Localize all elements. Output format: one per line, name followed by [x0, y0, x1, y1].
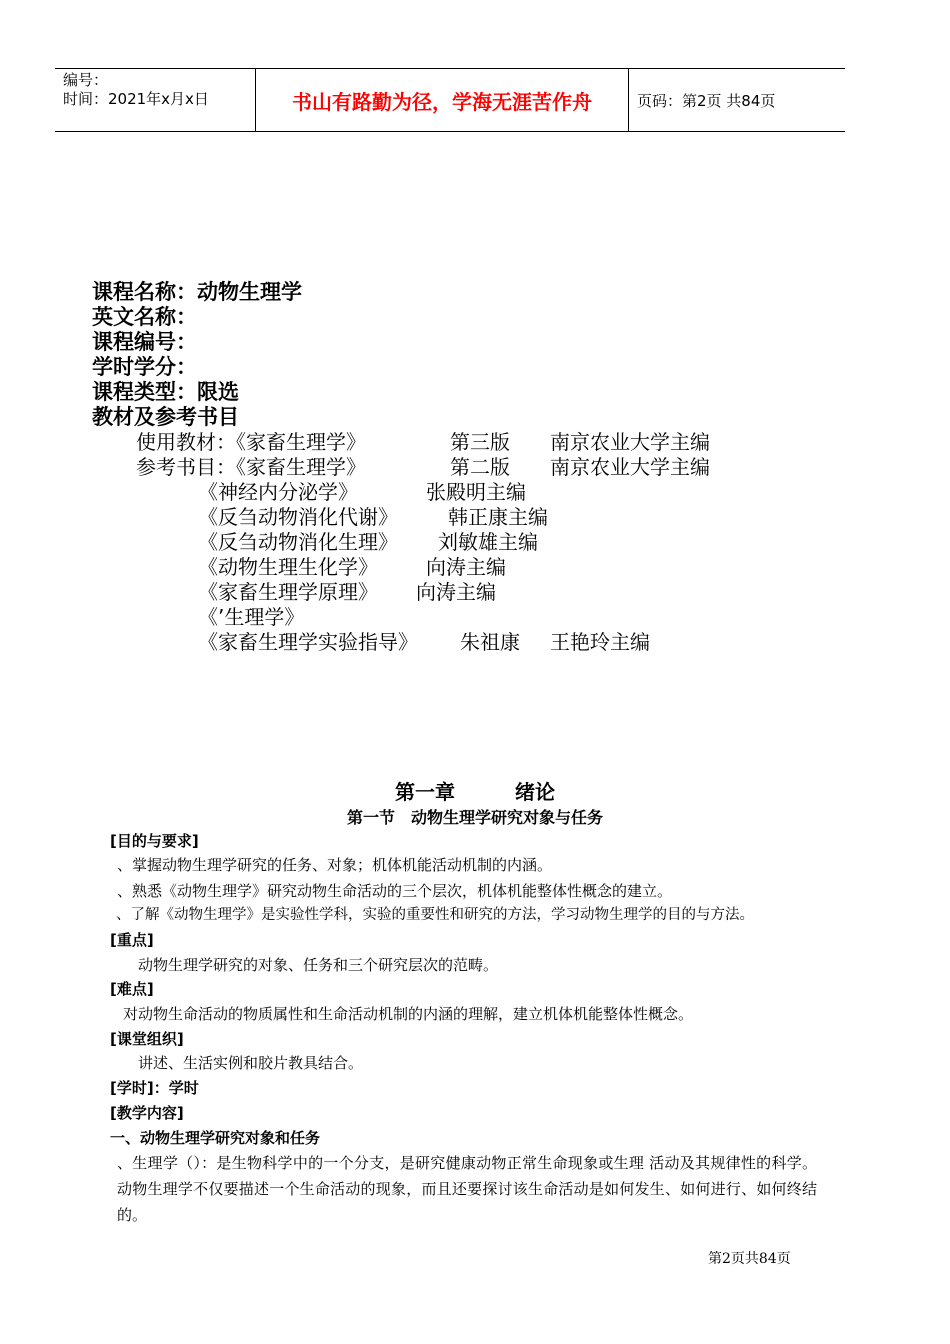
reference-label: 参考书目：《家畜生理学》: [136, 455, 366, 479]
goal-item: 、熟悉《动物生理学》研究动物生命活动的三个层次，机体机能整体性概念的建立。: [117, 882, 673, 900]
book-line: [92, 530, 538, 555]
key-points-heading: [重点]: [110, 931, 154, 949]
course-type: 课程类型：限选: [92, 380, 239, 404]
goal-item: 、掌握动物生理学研究的任务、对象；机体机能活动机制的内涵。: [117, 856, 553, 874]
motto: 书山有路勤为径，学海无涯苦作舟: [292, 89, 592, 114]
english-name: 英文名称：: [92, 305, 197, 329]
reference-editor: 南京农业大学主编: [550, 455, 710, 479]
reference-edition: 第二版: [450, 455, 510, 479]
book-editor: 向涛主编: [416, 580, 496, 604]
textbook-edition: 第三版: [450, 430, 510, 454]
course-code: 课程编号：: [92, 330, 197, 354]
hours-heading: [学时]：学时: [110, 1079, 199, 1097]
book-editor: 向涛主编: [426, 555, 506, 579]
hours-credits: 学时学分：: [92, 355, 197, 379]
section-heading: 第一节 动物生理学研究对象与任务: [346, 808, 603, 827]
book-title: 《’生理学》: [198, 605, 305, 629]
header-motto-cell: [255, 69, 629, 131]
book-title: 《动物生理生化学》: [198, 555, 378, 579]
page-header: [55, 68, 845, 132]
book-editor: 张殿明主编: [426, 480, 526, 504]
number-label: 编号：: [63, 71, 109, 89]
materials-heading: 教材及参考书目: [92, 405, 239, 429]
header-page-cell: [629, 69, 845, 131]
course-info: [92, 280, 710, 655]
reference-line: [92, 455, 710, 480]
difficulties-heading: [难点]: [110, 980, 154, 998]
textbook-label: 使用教材：《家畜生理学》: [136, 430, 366, 454]
book-editor-2: 王艳玲主编: [550, 630, 650, 654]
part1-paragraph: 、生理学（）：是生物科学中的一个分支，是研究健康动物正常生命现象或生理 活动及其规律性的科学。动物生理学不仅要描述一个生命活动的现象，而且还要探讨该生命活动是如何发生、如何进行、如何终结的。: [117, 1154, 817, 1224]
book-line: [92, 505, 548, 530]
book-line: [92, 480, 526, 505]
difficulties-text: 对动物生命活动的物质属性和生命活动机制的内涵的理解，建立机体机能整体性概念。: [123, 1005, 694, 1023]
time-label: 时间：2021年x月x日: [63, 90, 209, 108]
chapter-title: 绪论: [515, 780, 555, 804]
goal-item: 、了解《动物生理学》是实验性学科，实验的重要性和研究的方法，学习动物生理学的目的与方法。: [116, 907, 754, 923]
book-editor: 韩正康主编: [448, 505, 548, 529]
book-line: [92, 630, 650, 655]
header-left-cell: [55, 69, 255, 131]
teaching-heading: [教学内容]: [110, 1104, 184, 1122]
organization-heading: [课堂组织]: [110, 1030, 184, 1048]
chapter-heading: [0, 776, 950, 805]
book-title: 《反刍动物消化生理》: [198, 530, 398, 554]
textbook-line: [92, 430, 710, 455]
book-line: [92, 580, 496, 605]
book-title: 《家畜生理学原理》: [198, 580, 378, 604]
course-name: 课程名称：动物生理学: [92, 280, 302, 304]
part1-heading: 一、动物生理学研究对象和任务: [110, 1129, 321, 1147]
key-points-text: 动物生理学研究的对象、任务和三个研究层次的范畴。: [138, 956, 499, 974]
book-editor: 刘敏雄主编: [438, 530, 538, 554]
book-line: [92, 555, 506, 580]
book-editor: 朱祖康: [460, 630, 520, 654]
book-line: [92, 605, 305, 630]
textbook-editor: 南京农业大学主编: [550, 430, 710, 454]
book-title: 《反刍动物消化代谢》: [198, 505, 398, 529]
goals-heading: [目的与要求]: [110, 832, 199, 850]
organization-text: 讲述、生活实例和胶片教具结合。: [138, 1054, 364, 1072]
book-title: 《神经内分泌学》: [198, 480, 358, 504]
page-footer: 第2页共84页: [708, 1251, 791, 1267]
chapter-number: 第一章: [395, 780, 455, 804]
book-title: 《家畜生理学实验指导》: [198, 630, 418, 654]
page-info: 页码：第2页 共84页: [637, 91, 776, 110]
